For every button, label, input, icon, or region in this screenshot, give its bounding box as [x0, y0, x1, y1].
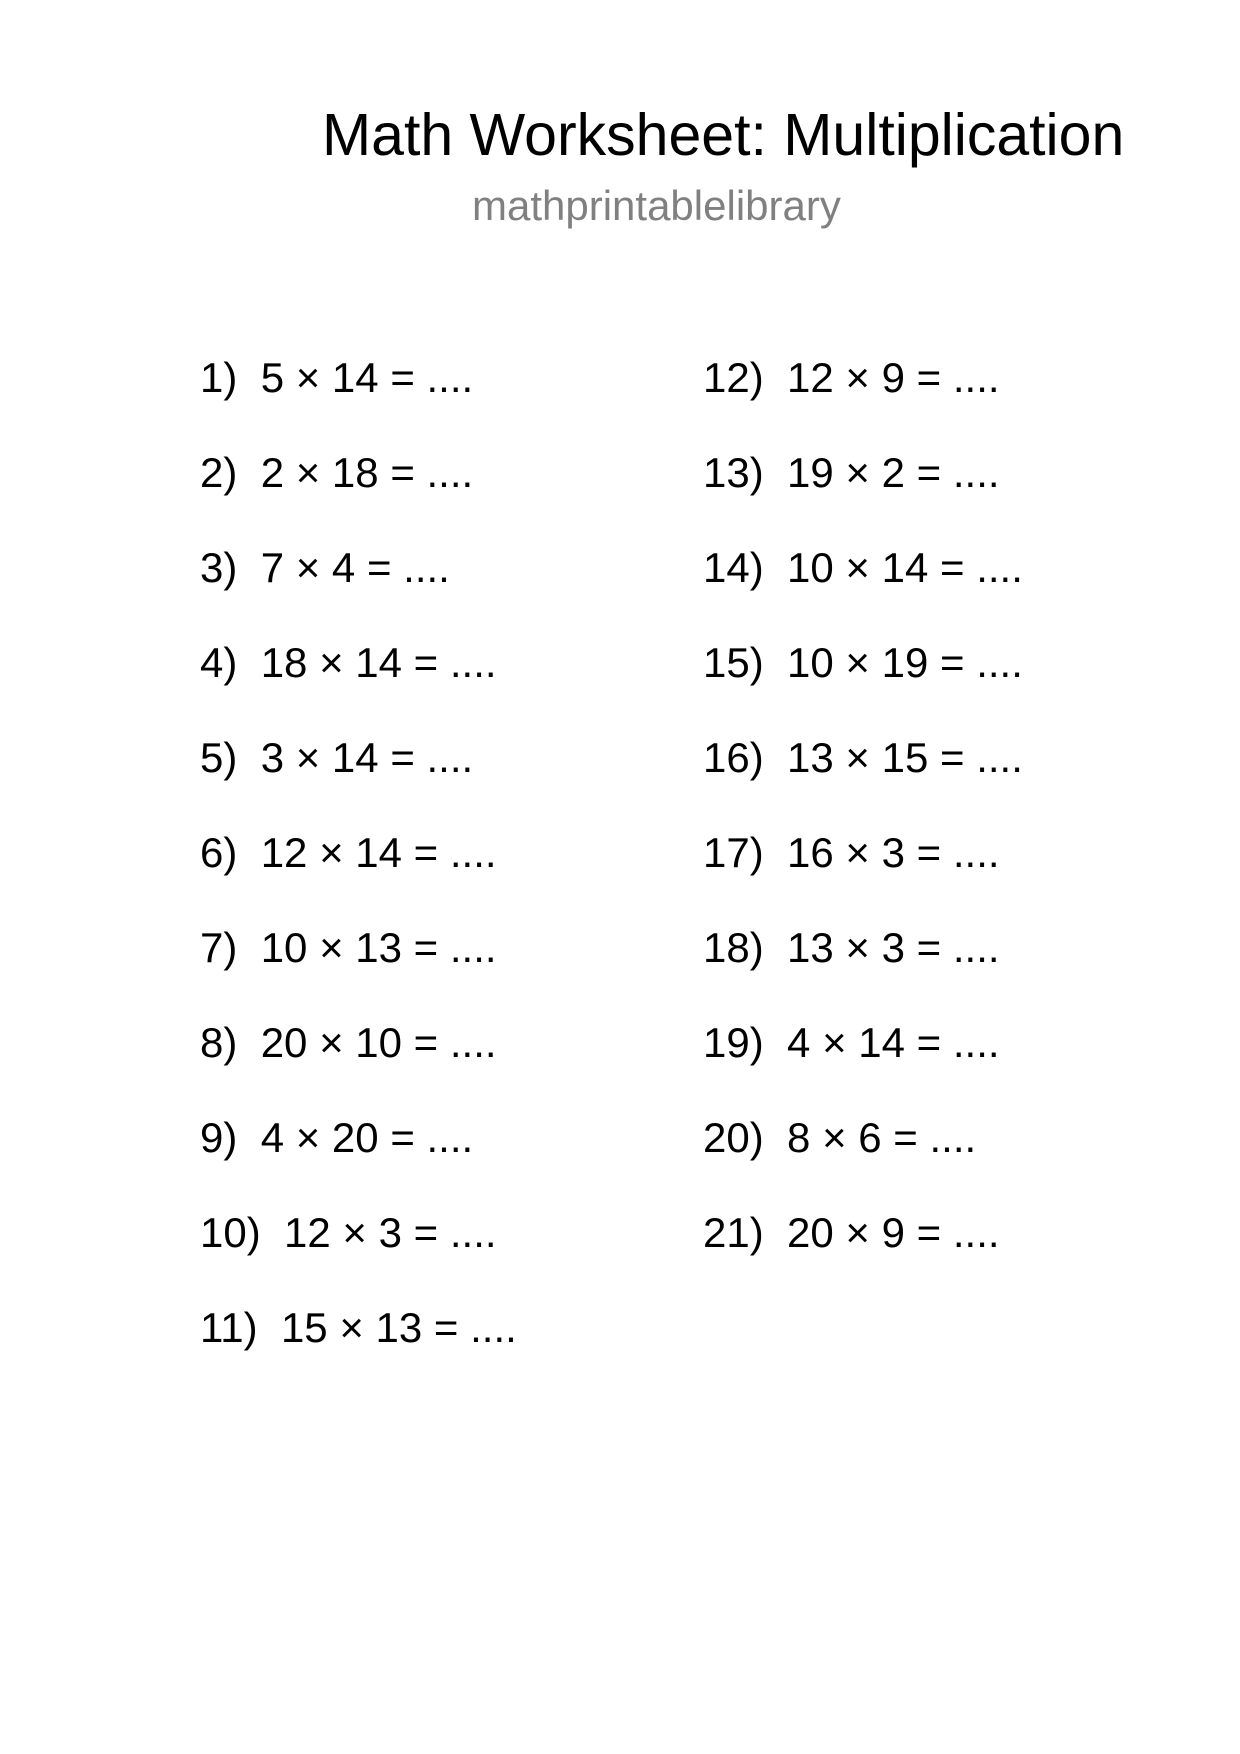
problem-item: [200, 1208, 517, 1303]
problem-expression: 12 × 3 = ....: [284, 1209, 497, 1256]
problem-item: [703, 1018, 1023, 1113]
problem-item: [200, 1303, 517, 1398]
problem-expression: 8 × 6 = ....: [787, 1114, 977, 1161]
problem-number: 17): [703, 829, 764, 876]
problem-expression: 10 × 19 = ....: [787, 639, 1023, 686]
problem-expression: 20 × 9 = ....: [787, 1209, 1000, 1256]
problem-expression: 13 × 3 = ....: [787, 924, 1000, 971]
problem-number: 12): [703, 354, 764, 401]
problem-item: [703, 1113, 1023, 1208]
problem-item: [200, 543, 517, 638]
problem-item: [703, 1208, 1023, 1303]
problem-number: 5): [200, 734, 238, 781]
problem-number: 2): [200, 449, 238, 496]
problem-number: 3): [200, 544, 238, 591]
problem-item: [703, 543, 1023, 638]
problem-column-left: [200, 353, 517, 1398]
problem-item: [200, 448, 517, 543]
problem-item: [703, 638, 1023, 733]
problem-number: 18): [703, 924, 764, 971]
problem-number: 19): [703, 1019, 764, 1066]
worksheet-title: Math Worksheet: Multiplication: [322, 102, 1125, 168]
problem-expression: 2 × 18 = ....: [260, 449, 474, 496]
problem-item: [703, 733, 1023, 828]
problem-expression: 4 × 20 = ....: [260, 1114, 474, 1161]
problem-item: [200, 353, 517, 448]
problem-column-right: [703, 353, 1023, 1303]
problem-expression: 10 × 13 = ....: [260, 924, 497, 971]
problem-number: 20): [703, 1114, 764, 1161]
problem-number: 11): [200, 1304, 258, 1351]
problem-expression: 4 × 14 = ....: [787, 1019, 1000, 1066]
problem-expression: 12 × 14 = ....: [260, 829, 497, 876]
problem-item: [200, 923, 517, 1018]
worksheet-subtitle: mathprintablelibrary: [472, 182, 841, 229]
problem-item: [703, 923, 1023, 1018]
problem-expression: 13 × 15 = ....: [787, 734, 1023, 781]
problem-number: 15): [703, 639, 764, 686]
problem-number: 1): [200, 354, 238, 401]
problem-number: 14): [703, 544, 764, 591]
problem-item: [200, 1113, 517, 1208]
problem-number: 9): [200, 1114, 238, 1161]
problem-item: [703, 828, 1023, 923]
problem-item: [200, 638, 517, 733]
problem-expression: 3 × 14 = ....: [260, 734, 474, 781]
problem-expression: 15 × 13 = ....: [280, 1304, 517, 1351]
problem-number: 4): [200, 639, 238, 686]
problem-item: [200, 828, 517, 923]
problem-expression: 10 × 14 = ....: [787, 544, 1023, 591]
problem-expression: 20 × 10 = ....: [260, 1019, 497, 1066]
problem-number: 21): [703, 1209, 764, 1256]
problem-expression: 16 × 3 = ....: [787, 829, 1000, 876]
problem-expression: 18 × 14 = ....: [260, 639, 497, 686]
problem-expression: 12 × 9 = ....: [787, 354, 1000, 401]
problem-number: 16): [703, 734, 764, 781]
problem-item: [703, 448, 1023, 543]
problem-item: [200, 1018, 517, 1113]
problem-number: 13): [703, 449, 764, 496]
problem-expression: 19 × 2 = ....: [787, 449, 1000, 496]
problem-item: [200, 733, 517, 828]
problem-number: 7): [200, 924, 238, 971]
problem-number: 6): [200, 829, 238, 876]
problem-expression: 7 × 4 = ....: [260, 544, 450, 591]
problem-item: [703, 353, 1023, 448]
problem-number: 8): [200, 1019, 238, 1066]
problem-expression: 5 × 14 = ....: [260, 354, 474, 401]
problem-number: 10): [200, 1209, 261, 1256]
